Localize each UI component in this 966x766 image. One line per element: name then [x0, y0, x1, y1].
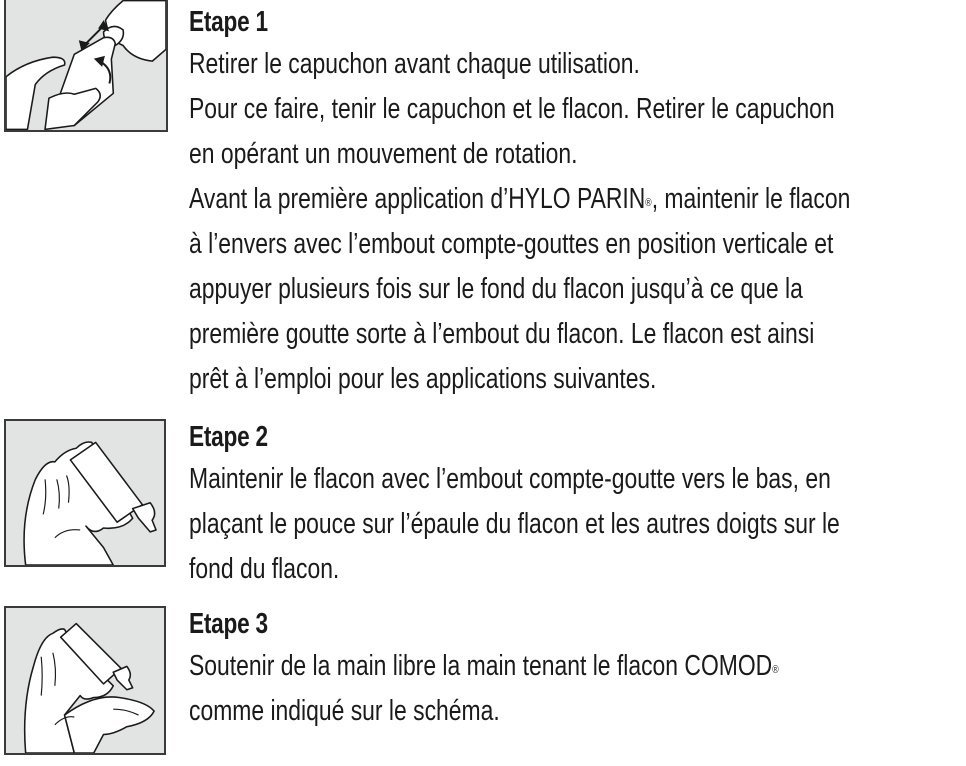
hand-holding-bottle-icon — [6, 421, 164, 565]
hand-bottle-cap-icon — [6, 0, 166, 130]
hylo-parin-text: Avant la première application d’HYLO PARIN — [189, 183, 646, 215]
registered-mark: ® — [645, 197, 652, 209]
step-1-line: première goutte sorte à l’embout du flacon. Le flacon est ainsi — [189, 318, 815, 350]
remove-cap-illustration — [4, 0, 168, 132]
step-1-line-suffix: , maintenir le flacon — [651, 183, 851, 215]
step-1-title: Etape 1 — [189, 6, 268, 38]
step-2 — [189, 417, 934, 592]
step-3-line: comme indiqué sur le schéma. — [189, 695, 500, 727]
registered-mark: ® — [772, 664, 779, 676]
step-1-line: appuyer plusieurs fois sur le fond du flacon jusqu’à ce que la — [189, 273, 803, 305]
step-3-line — [189, 644, 778, 689]
step-1-line: Pour ce faire, tenir le capuchon et le flacon. Retirer le capuchon — [189, 93, 835, 125]
step-1-line: en opérant un mouvement de rotation. — [189, 138, 578, 170]
step-1 — [189, 2, 934, 402]
step-1-line: Retirer le capuchon avant chaque utilisation. — [189, 48, 640, 80]
step-3 — [189, 604, 934, 734]
hold-bottle-illustration — [4, 419, 166, 567]
support-hand-illustration — [4, 606, 166, 755]
step-2-line: Maintenir le flacon avec l’embout compte-goutte vers le bas, en — [189, 463, 831, 495]
step-1-line: prêt à l’emploi pour les applications suivantes. — [189, 363, 657, 395]
step-1-line: à l’envers avec l’embout compte-gouttes en position verticale et — [189, 228, 834, 260]
step-2-title: Etape 2 — [189, 421, 268, 453]
comod-text: Soutenir de la main libre la main tenant le flacon COMOD — [189, 650, 773, 682]
two-hands-bottle-icon — [6, 608, 164, 753]
step-3-title: Etape 3 — [189, 608, 268, 640]
step-1-line — [189, 177, 851, 222]
step-2-line: fond du flacon. — [189, 553, 340, 585]
step-2-line: plaçant le pouce sur l’épaule du flacon et les autres doigts sur le — [189, 508, 840, 540]
